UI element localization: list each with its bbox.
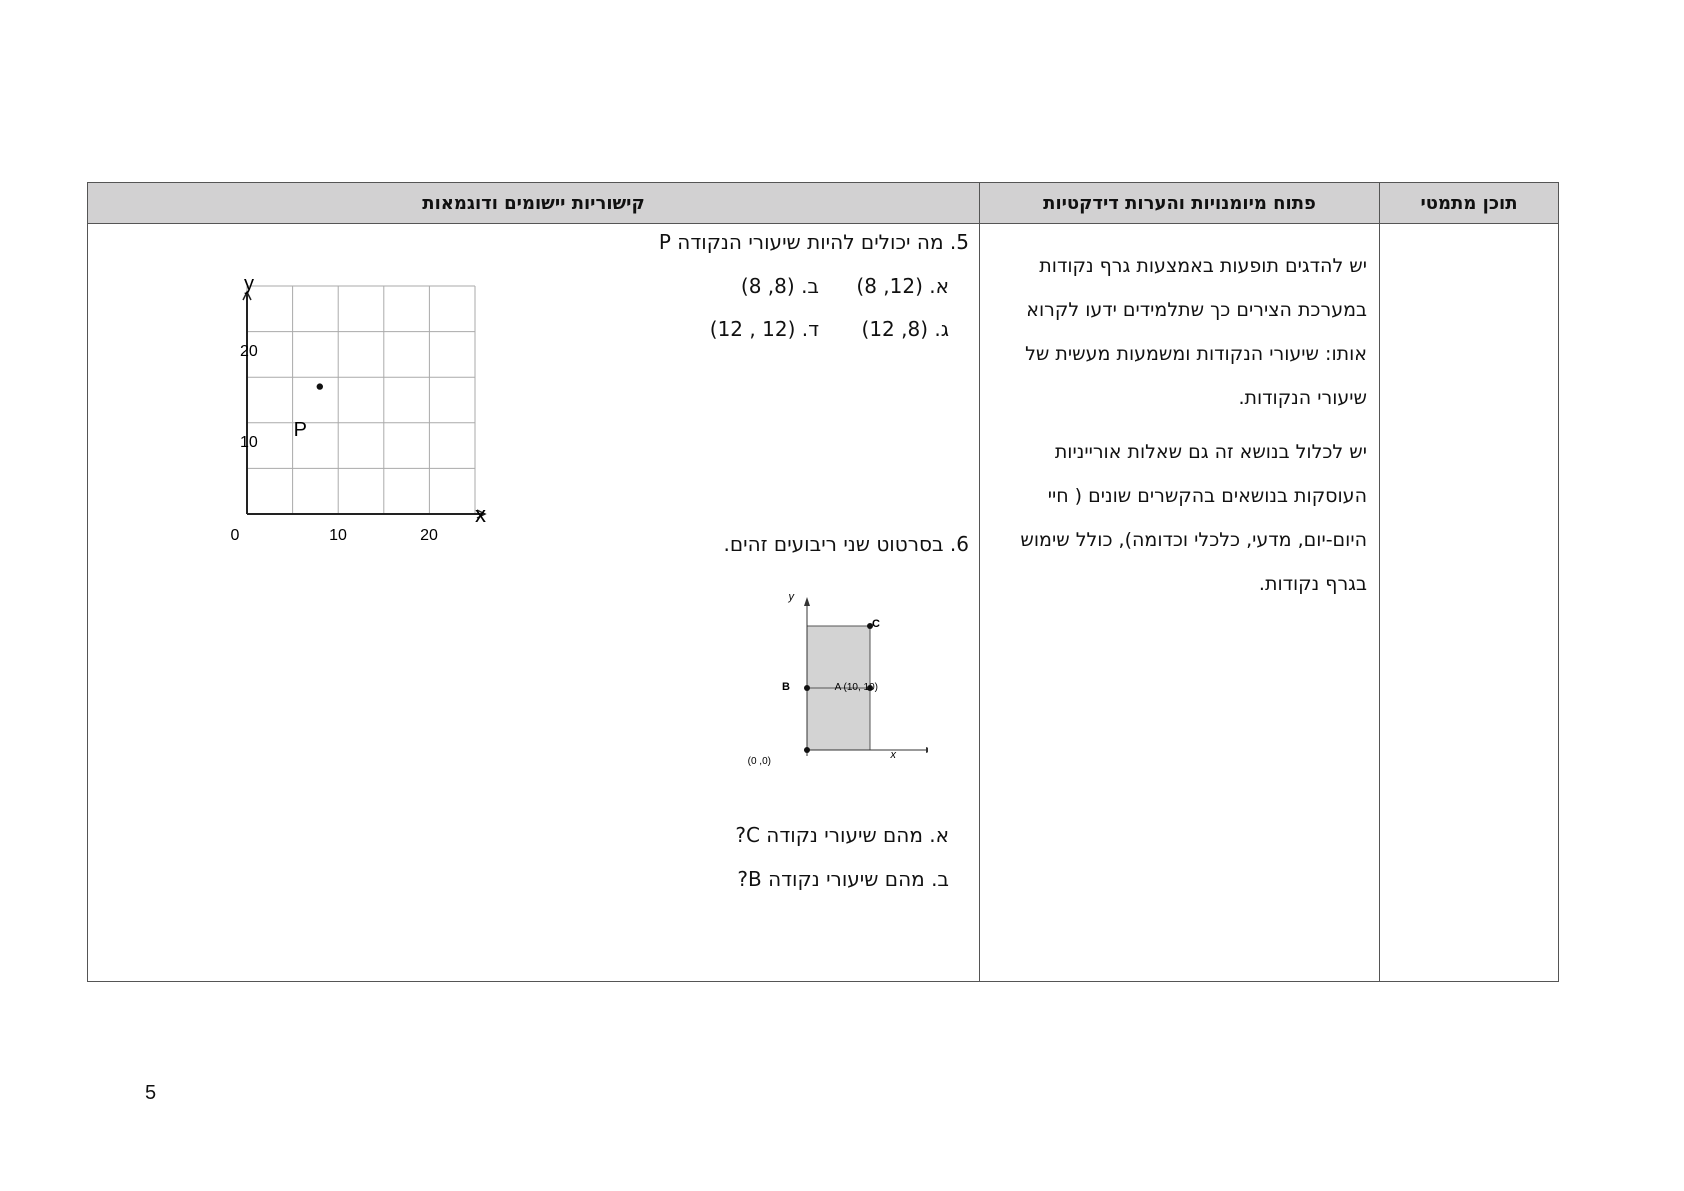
question6-stem: 6. בסרטוט שני ריבועים זהים. (723, 532, 969, 556)
graph1-x-tick-10: 10 (329, 527, 347, 544)
math-content-cell (1380, 224, 1559, 982)
point-b-marker (804, 685, 810, 691)
origin-label: (0, 0) (747, 756, 771, 767)
coordinate-grid-graph (118, 264, 508, 564)
header-applications: קישוריות יישומים ודוגמאות (88, 183, 980, 224)
question5-option-a: א. (12, 8) (856, 274, 949, 298)
question6-part-b: ב. מהם שיעורי נקודה B? (737, 867, 949, 891)
point-c-label: C (872, 618, 880, 630)
table-header-row (88, 183, 1559, 224)
point-b-label: B (782, 681, 790, 693)
header-math-content: תוכן מתמטי (1380, 183, 1559, 224)
graph1-y-label: y (244, 273, 254, 295)
page-number: 5 (145, 1082, 157, 1104)
two-squares-diagram (708, 584, 928, 774)
didactic-paragraph-1: יש להדגים תופעות באמצעות גרף נקודות במערכת הצירים כך שתלמידים ידעו לקרוא אותו: שיעורי הנקודות ומשמעות מעשית של שיעורי הנקודות. (1025, 255, 1367, 409)
point-a-label: A (10, 10) (834, 682, 878, 693)
question6-part-a: א. מהם שיעורי נקודה C? (735, 823, 949, 847)
graph1-x-label: x (475, 502, 486, 527)
curriculum-table (87, 182, 1559, 982)
question5-stem: 5. מה יכולים להיות שיעורי הנקודה P (658, 230, 969, 254)
question5-option-b: ב. (8, 8) (740, 274, 819, 298)
graph1-y-tick-20: 20 (240, 343, 258, 360)
graph1-x-tick-0: 0 (230, 527, 240, 544)
graph1-x-tick-20: 20 (420, 527, 438, 544)
graph2-x-label: x (890, 749, 896, 761)
graph2-y-label: y (788, 591, 794, 603)
didactic-cell (980, 224, 1380, 982)
question5-option-c: ג. (8, 12) (861, 317, 949, 341)
question5-option-d: ד. (12 , 12) (709, 317, 819, 341)
point-p-marker (317, 383, 323, 389)
table-row (88, 224, 1559, 982)
applications-cell (88, 224, 980, 982)
origin-marker (804, 747, 810, 753)
header-didactic-notes: פתוח מיומנויות והערות דידקטיות (980, 183, 1380, 224)
point-p-label: P (293, 419, 307, 441)
graph1-y-tick-10: 10 (240, 434, 258, 451)
didactic-paragraph-2: יש לכלול בנושא זה גם שאלות אורייניות העוסקות בנושאים בהקשרים שונים ( חיי היום-יום, מדעי, כלכלי וכדומה), כולל שימוש בגרף נקודות. (1020, 441, 1367, 595)
